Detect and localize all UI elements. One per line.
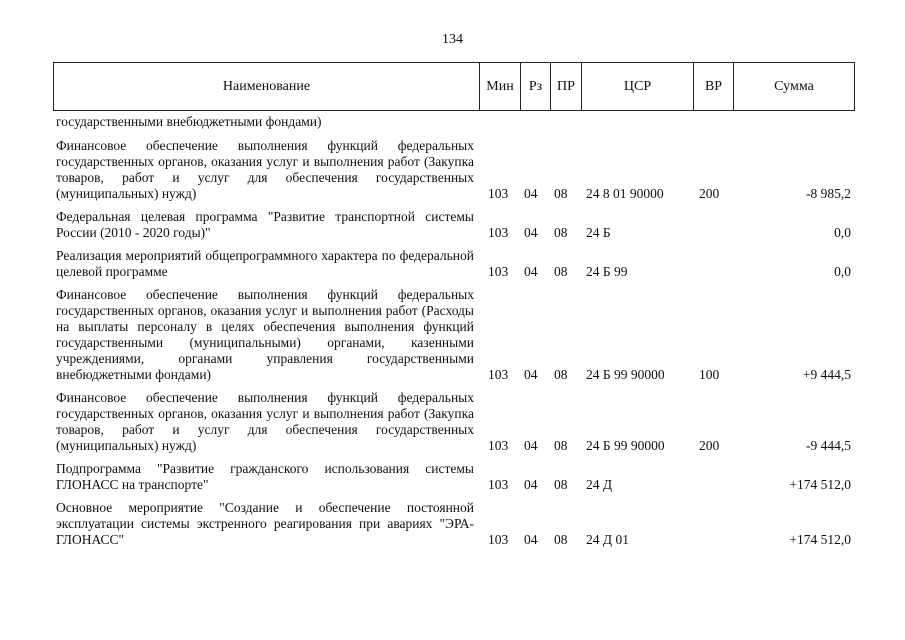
- row-csr: 24 Б: [586, 225, 611, 240]
- row-pr: 08: [554, 532, 568, 547]
- table-row: [0, 248, 905, 280]
- header-rz: Рз: [521, 63, 551, 111]
- row-name: Финансовое обеспечение выполнения функций федеральных государственных органов, оказания услуг и выполнения работ (Закупка товаров, работ и услуг для обеспечения государственных (муниципальных) нужд): [56, 138, 474, 201]
- row-sum: 0,0: [834, 225, 851, 240]
- row-pr: 08: [554, 477, 568, 492]
- row-rz: 04: [524, 225, 538, 240]
- row-min: 103: [488, 264, 509, 279]
- row-csr: 24 Д: [586, 477, 613, 492]
- row-pr: 08: [554, 438, 568, 453]
- header-vr: ВР: [694, 63, 734, 111]
- row-name: Реализация мероприятий общепрограммного характера по федеральной целевой программе: [56, 248, 474, 279]
- row-pr: 08: [554, 186, 568, 201]
- row-sum: +174 512,0: [789, 532, 851, 547]
- row-csr: 24 Д 01: [586, 532, 629, 547]
- row-name: Финансовое обеспечение выполнения функций федеральных государственных органов, оказания услуг и выполнения работ (Расходы на выплаты персоналу в целях обеспечения выполнения функций государственными (муниципальными) органами, казенными учреждениями, органами управления государственными внебюджетными фондами): [56, 287, 474, 382]
- row-pr: 08: [554, 225, 568, 240]
- row-min: 103: [488, 438, 509, 453]
- row-vr: 200: [699, 186, 720, 201]
- page-number: 134: [442, 32, 463, 47]
- header-name: Наименование: [54, 63, 480, 111]
- row-name: Финансовое обеспечение выполнения функций федеральных государственных органов, оказания услуг и выполнения работ (Закупка товаров, работ и услуг для обеспечения государственных (муниципальных) нужд): [56, 390, 474, 453]
- row-sum: -8 985,2: [806, 186, 851, 201]
- row-min: 103: [488, 477, 509, 492]
- table-row: [0, 138, 905, 202]
- row-csr: 24 8 01 90000: [586, 186, 664, 201]
- table-body: [0, 138, 905, 555]
- row-min: 103: [488, 186, 509, 201]
- row-min: 103: [488, 225, 509, 240]
- header-sum: Сумма: [734, 63, 855, 111]
- row-csr: 24 Б 99 90000: [586, 438, 665, 453]
- row-rz: 04: [524, 186, 538, 201]
- table-header: [53, 62, 855, 111]
- continued-text: государственными внебюджетными фондами): [56, 114, 322, 129]
- row-pr: 08: [554, 264, 568, 279]
- row-vr: 200: [699, 438, 720, 453]
- row-rz: 04: [524, 438, 538, 453]
- row-sum: -9 444,5: [806, 438, 851, 453]
- row-rz: 04: [524, 532, 538, 547]
- table-row: [0, 287, 905, 383]
- table-row: [0, 500, 905, 548]
- header-csr: ЦСР: [582, 63, 694, 111]
- row-rz: 04: [524, 264, 538, 279]
- header-min: Мин: [480, 63, 521, 111]
- row-sum: +174 512,0: [789, 477, 851, 492]
- row-rz: 04: [524, 367, 538, 382]
- row-rz: 04: [524, 477, 538, 492]
- row-name: Основное мероприятие "Создание и обеспечение постоянной эксплуатации системы экстренного реагирования при авариях "ЭРА-ГЛОНАСС": [56, 500, 474, 547]
- row-min: 103: [488, 367, 509, 382]
- header-pr: ПР: [551, 63, 582, 111]
- row-vr: 100: [699, 367, 720, 382]
- table-row: [0, 209, 905, 241]
- row-pr: 08: [554, 367, 568, 382]
- row-sum: +9 444,5: [802, 367, 851, 382]
- row-csr: 24 Б 99 90000: [586, 367, 665, 382]
- row-min: 103: [488, 532, 509, 547]
- row-name: Подпрограмма "Развитие гражданского использования системы ГЛОНАСС на транспорте": [56, 461, 474, 492]
- table-row: [0, 461, 905, 493]
- row-csr: 24 Б 99: [586, 264, 628, 279]
- row-name: Федеральная целевая программа "Развитие транспортной системы России (2010 - 2020 годы)": [56, 209, 474, 240]
- table-row: [0, 390, 905, 454]
- row-sum: 0,0: [834, 264, 851, 279]
